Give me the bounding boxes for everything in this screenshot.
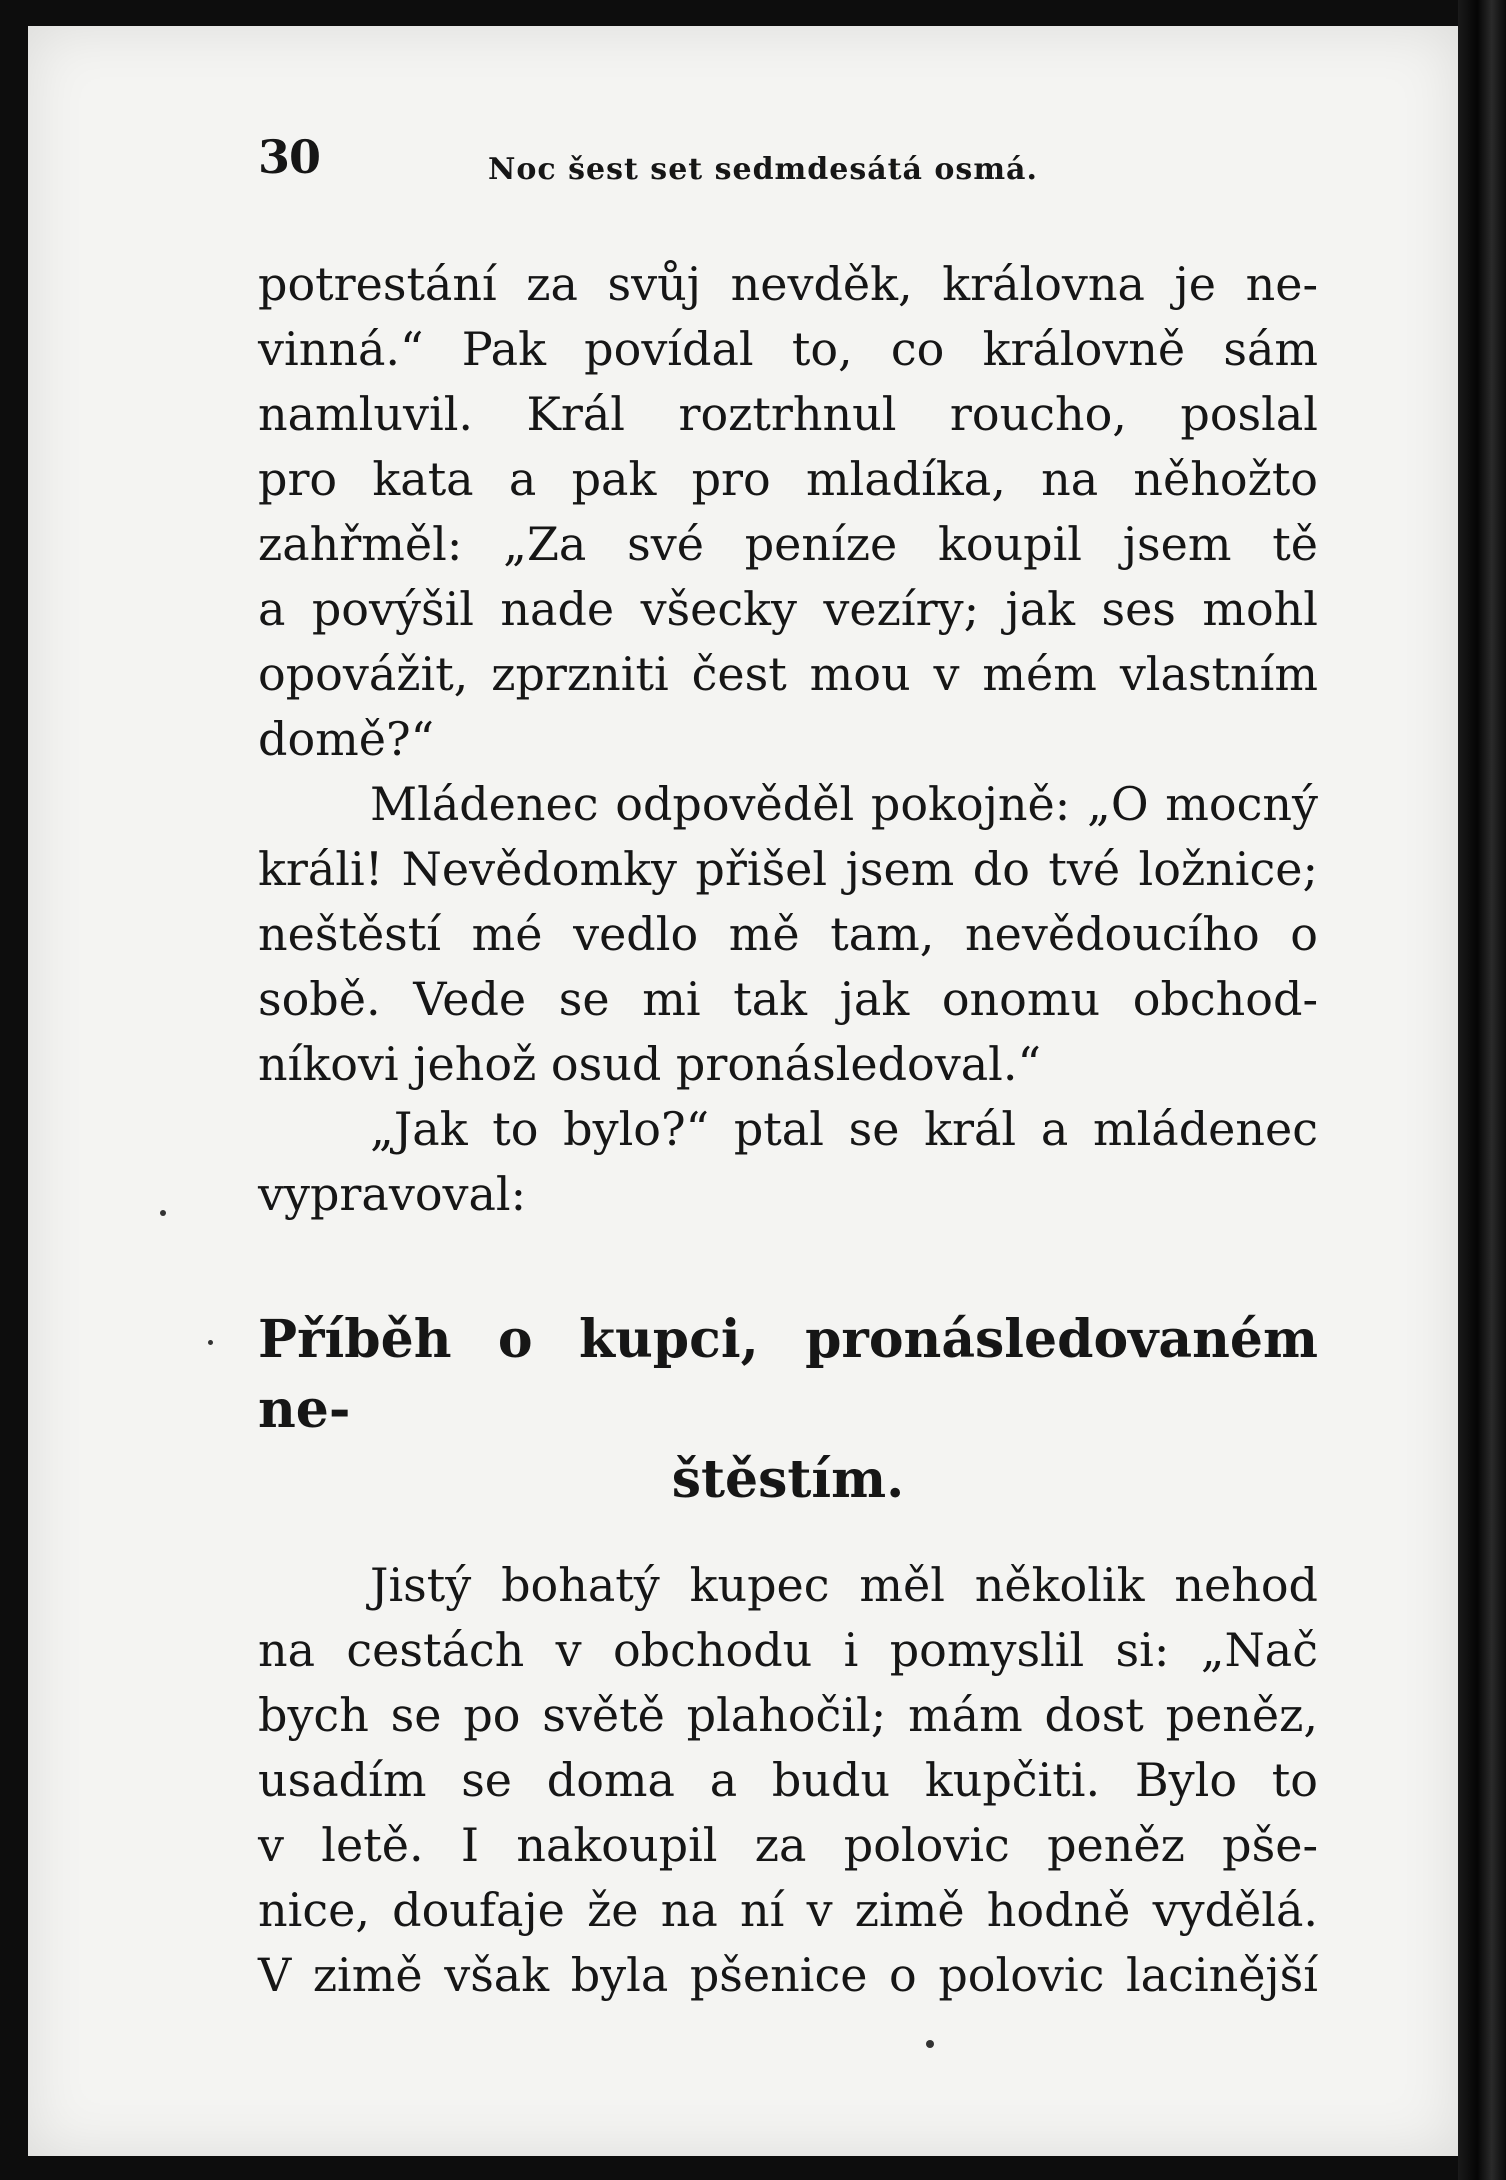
text-line: bych se po světě plahočil; mám dost peněz,	[258, 1688, 1318, 1742]
text-line: zahřměl: „Za své peníze koupil jsem tě	[258, 517, 1318, 571]
text-line: Jistý bohatý kupec měl několik nehod	[370, 1558, 1318, 1612]
text-line: na cestách v obchodu i pomyslil si: „Nač	[258, 1623, 1318, 1677]
paragraph-story-opening	[258, 1553, 1318, 2008]
paragraph-king-question	[258, 1097, 1318, 1227]
book-spine-edge	[1458, 0, 1506, 2180]
text-line: a povýšil nade všecky vezíry; jak ses mohl	[258, 582, 1318, 636]
story-heading-line: štěstím.	[671, 1449, 905, 1510]
page-number: 30	[258, 130, 321, 184]
paper-speck	[160, 1210, 166, 1216]
text-line: nice, doufaje že na ní v zimě hodně vydělá.	[258, 1883, 1318, 1937]
paragraph-youth-reply	[258, 772, 1318, 1097]
text-line: „Jak to bylo?“ ptal se král a mládenec	[370, 1102, 1318, 1156]
text-line: sobě. Vede se mi tak jak onomu obchod-	[258, 972, 1318, 1026]
page-text-block	[258, 130, 1318, 2008]
text-line: V zimě však byla pšenice o polovic lacinější	[258, 1948, 1318, 2002]
text-line: Mládenec odpověděl pokojně: „O mocný	[370, 777, 1318, 831]
text-line: pro kata a pak pro mladíka, na něhožto	[258, 452, 1318, 506]
text-line: neštěstí mé vedlo mě tam, nevědoucího o	[258, 907, 1318, 961]
text-line: vinná.“ Pak povídal to, co královně sám	[258, 322, 1318, 376]
page-header	[258, 130, 1318, 210]
story-heading	[258, 1305, 1318, 1515]
text-line: namluvil. Král roztrhnul roucho, poslal	[258, 387, 1318, 441]
text-line: domě?“	[258, 712, 435, 766]
text-line: v letě. I nakoupil za polovic peněz pše-	[258, 1818, 1318, 1872]
story-heading-line: Příběh o kupci, pronásledovaném ne-	[258, 1309, 1318, 1440]
paragraph-continuation	[258, 252, 1318, 772]
text-line: potrestání za svůj nevděk, královna je ne-	[258, 257, 1318, 311]
text-line: níkovi jehož osud pronásledoval.“	[258, 1037, 1042, 1091]
paper-speck	[926, 2040, 934, 2048]
running-title: Noc šest set sedmdesátá osmá.	[488, 152, 1038, 187]
text-line: usadím se doma a budu kupčiti. Bylo to	[258, 1753, 1318, 1807]
paper-speck	[208, 1340, 213, 1345]
text-line: opovážit, zprzniti čest mou v mém vlastním	[258, 647, 1318, 701]
text-line: vypravoval:	[258, 1167, 527, 1221]
text-line: králi! Nevědomky přišel jsem do tvé ložnice;	[258, 842, 1318, 896]
